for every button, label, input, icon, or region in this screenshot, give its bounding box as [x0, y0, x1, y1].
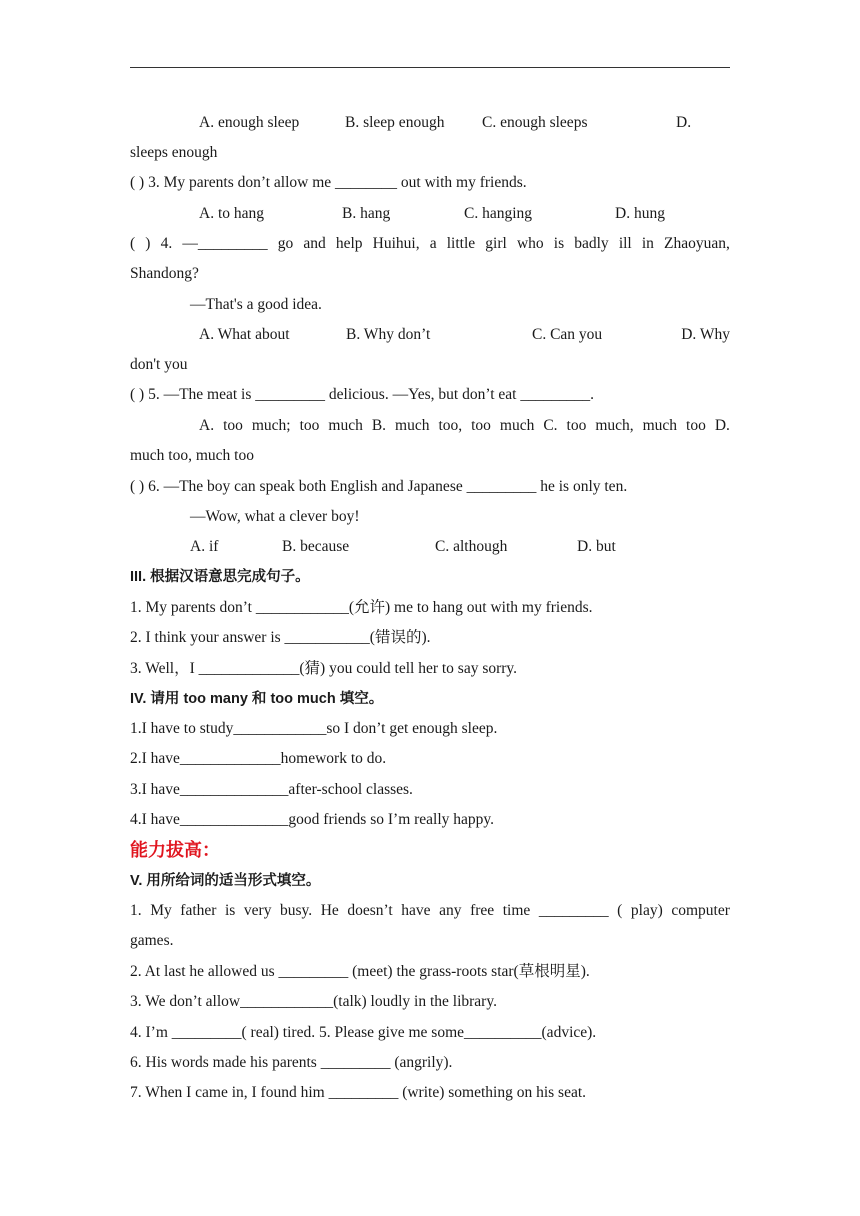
q4-stem-word: —_________ [182, 235, 268, 252]
q4-stem-word: badly [574, 235, 609, 252]
header-rule [130, 67, 730, 68]
q4-stem-word: and [303, 235, 326, 252]
q6-stem [130, 472, 730, 502]
q4-stem-continued [130, 259, 730, 289]
q4-option-b: B. Why don’t [346, 326, 431, 343]
q5-option-word: much [395, 417, 430, 434]
q2-option-d: D. [676, 114, 692, 131]
section-5-item-1-word: My [150, 902, 172, 919]
q4-stem-word: a [429, 235, 437, 252]
section-5-item-1-word: father [180, 902, 217, 919]
q5-option-word: too [686, 417, 706, 434]
q6-options [130, 532, 730, 562]
q5-option-word: much [499, 417, 535, 434]
q6-option-b: B. because [282, 538, 350, 555]
q4-stem-word: 4. [160, 235, 173, 252]
q4-stem-word: girl [485, 235, 507, 252]
section-5-item-1-word: He [320, 902, 339, 919]
section-5-item-1-word: computer [671, 902, 730, 919]
q5-option-word: too [299, 417, 320, 434]
q3-stem [130, 168, 730, 198]
section-3-item-2 [130, 623, 730, 653]
section-4-heading [130, 684, 730, 714]
q5-options [199, 411, 730, 441]
section-5-item-2-text: 2. At last he allowed us _________ (meet) the grass-roots star(草根明星). [130, 963, 590, 980]
q2-option-d-continued [130, 138, 730, 168]
section-5-item-1-word: _________ [538, 902, 609, 919]
q6-option-a: A. if [190, 538, 219, 555]
section-5-item-1-word: is [225, 902, 236, 919]
section-5-item-1 [130, 896, 730, 926]
section-4-item-2 [130, 744, 730, 774]
q5-option-word: B. [371, 417, 387, 434]
q4-stem-word: Zhaoyuan, [664, 235, 730, 252]
section-3-heading-text: III. 根据汉语意思完成句子。 [130, 569, 310, 585]
q4-stem-word: is [553, 235, 565, 252]
section-5-item-1-continued [130, 926, 730, 956]
section-5-item-4-5 [130, 1018, 730, 1048]
section-3-item-2-text: 2. I think your answer is ___________(错误的). [130, 629, 431, 646]
q5-option-word: too [223, 417, 243, 434]
section-4-item-3-text: 3.I have______________after-school classes. [130, 781, 413, 798]
q4-stem-word: ill [618, 235, 632, 252]
q4-stem-word: little [446, 235, 476, 252]
q2-options [130, 108, 730, 138]
q5-option-word: much [642, 417, 678, 434]
q5-option-word: C. [543, 417, 558, 434]
section-5-item-1-word: any [439, 902, 462, 919]
section-3-item-3-text: 3. Well，I _____________(猜) you could tell her to say sorry. [130, 660, 518, 677]
q2-option-c: C. enough sleeps [482, 114, 588, 131]
q3-option-c: C. hanging [464, 205, 533, 222]
q5-option-word: much, [595, 417, 634, 434]
q6-reply-text: —Wow, what a clever boy! [190, 508, 360, 525]
q2-option-d-text: sleeps enough [130, 144, 218, 161]
section-5-item-1-word: time [502, 902, 531, 919]
section-3-heading [130, 562, 730, 592]
section-5-item-1-word: 1. [130, 902, 142, 919]
q3-option-b: B. hang [342, 205, 391, 222]
q3-option-a: A. to hang [199, 205, 265, 222]
q5-stem [130, 380, 730, 410]
section-4-item-4 [130, 805, 730, 835]
q4-stem-cont-text: Shandong? [130, 265, 199, 282]
q4-stem [130, 229, 730, 259]
section-5-item-6-text: 6. His words made his parents _________ (angrily). [130, 1054, 453, 1071]
q2-option-b: B. sleep enough [345, 114, 445, 131]
section-4-item-1 [130, 714, 730, 744]
q6-option-c: C. although [435, 538, 508, 555]
q2-option-a: A. enough sleep [199, 114, 300, 131]
q6-stem-text: ( ) 6. —The boy can speak both English and Japanese _________ he is only ten. [130, 478, 628, 495]
q5-option-d-text: much too, much too [130, 447, 254, 464]
q4-option-d-text: don't you [130, 356, 188, 373]
q4-stem-word: who [516, 235, 544, 252]
q4-stem-word: help [335, 235, 363, 252]
section-5-heading-text: V. 用所给词的适当形式填空。 [130, 873, 321, 889]
section-5-item-7 [130, 1078, 730, 1108]
section-5-heading [130, 866, 730, 896]
q5-option-word: too, [438, 417, 463, 434]
section-5-item-6 [130, 1048, 730, 1078]
section-3-item-1-text: 1. My parents don’t ____________(允许) me to hang out with my friends. [130, 599, 593, 616]
q6-option-d: D. but [577, 538, 616, 555]
q4-reply-text: —That's a good idea. [190, 296, 322, 313]
section-4-item-3 [130, 775, 730, 805]
q5-stem-text: ( ) 5. —The meat is _________ delicious. —Yes, but don’t eat _________. [130, 386, 594, 403]
q5-option-word: D. [714, 417, 730, 434]
section-5-item-1-word: play) [630, 902, 663, 919]
q6-reply [130, 502, 730, 532]
q4-option-d: D. Why [681, 326, 730, 343]
q5-option-word: A. [199, 417, 215, 434]
section-5-item-1-word: doesn’t [347, 902, 393, 919]
q4-stem-word: go [277, 235, 294, 252]
section-5-item-4-5-text: 4. I’m _________( real) tired. 5. Please give me some__________(advice). [130, 1024, 597, 1041]
section-5-item-7-text: 7. When I came in, I found him _________ (write) something on his seat. [130, 1084, 587, 1101]
q5-options-continued [130, 441, 730, 471]
section-4-item-4-text: 4.I have______________good friends so I’m really happy. [130, 811, 495, 828]
section-5-item-1-word: ( [617, 902, 623, 919]
q3-stem-text: ( ) 3. My parents don’t allow me ________ out with my friends. [130, 174, 527, 191]
section-5-item-1-word: have [401, 902, 431, 919]
q5-option-word: too [566, 417, 587, 434]
q5-option-word: much [328, 417, 363, 434]
section-5-item-2 [130, 957, 730, 987]
section-5-item-3-text: 3. We don’t allow____________(talk) loudly in the library. [130, 993, 497, 1010]
q4-option-c: C. Can you [532, 326, 603, 343]
q5-option-word: too [471, 417, 491, 434]
q3-options [130, 199, 730, 229]
q4-reply [130, 290, 730, 320]
section-4-item-1-text: 1.I have to study____________so I don’t get enough sleep. [130, 720, 498, 737]
q4-stem-word: ( [130, 235, 136, 252]
section-5-item-1-word: very [243, 902, 272, 919]
section-5-item-1-word: free [470, 902, 495, 919]
q4-stem-word: ) [145, 235, 151, 252]
q5-option-word: much; [251, 417, 291, 434]
q4-options [130, 320, 730, 350]
section-4-item-2-text: 2.I have_____________homework to do. [130, 750, 387, 767]
q4-option-a: A. What about [199, 326, 290, 343]
section-3-item-3 [130, 654, 730, 684]
section-5-item-1-word: busy. [280, 902, 313, 919]
q3-option-d: D. hung [615, 205, 665, 222]
advanced-heading [130, 835, 730, 865]
section-5-item-1-cont-text: games. [130, 932, 174, 949]
q4-stem-word: in [641, 235, 654, 252]
section-4-heading-text: IV. 请用 too many 和 too much 填空。 [130, 691, 384, 707]
section-3-item-1 [130, 593, 730, 623]
advanced-heading-text: 能力拔高： [130, 840, 220, 860]
section-5-item-3 [130, 987, 730, 1017]
q4-stem-word: Huihui, [372, 235, 420, 252]
q4-option-d-continued [130, 350, 730, 380]
